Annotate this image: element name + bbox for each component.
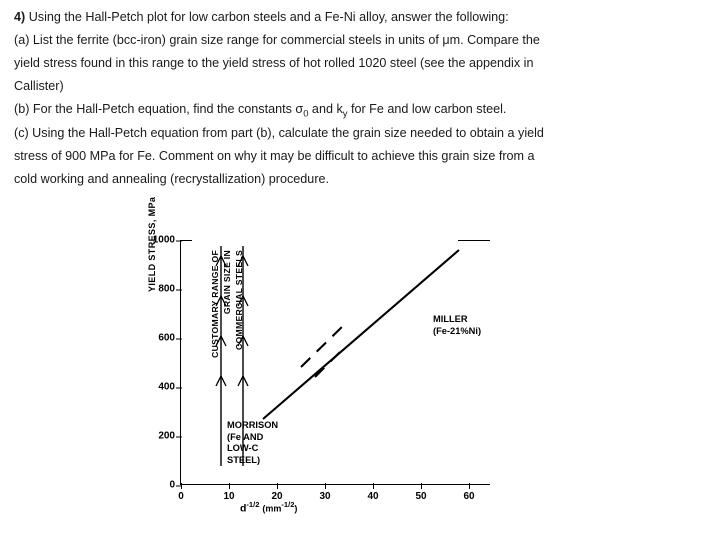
- y-tick-800: 800: [135, 284, 181, 295]
- miller-line: [263, 250, 459, 419]
- question-line-6: (c) Using the Hall-Petch equation from part (b), calculate the grain size needed to obtain a yield: [14, 126, 544, 141]
- x-tick-0: 0: [161, 484, 201, 502]
- x-tick-50: 50: [401, 484, 441, 502]
- x-axis-unit-close: ): [294, 503, 298, 514]
- miller-annotation: [433, 314, 481, 337]
- band-label-line-1: CUSTOMARY RANGE OF: [210, 250, 220, 358]
- question-line-1-text: Using the Hall-Petch plot for low carbon steels and a Fe-Ni alloy, answer the following:: [25, 10, 509, 24]
- morrison-annotation: [227, 420, 278, 466]
- y-tick-200: 200: [135, 431, 181, 442]
- x-tick-30: 30: [305, 484, 345, 502]
- question-line-2: (a) List the ferrite (bcc-iron) grain size range for commercial steels in units of μm. Compare the: [14, 32, 540, 47]
- x-axis-label-base: d: [240, 502, 247, 515]
- plot-area: [147, 196, 490, 502]
- x-tick-40: 40: [353, 484, 393, 502]
- y-tick-0: 0: [135, 480, 181, 491]
- x-axis-unit-exp: -1/2: [281, 500, 295, 509]
- miller-annotation-line-1: MILLER: [433, 314, 468, 324]
- morrison-line: [301, 323, 346, 367]
- x-tick-20: 20: [257, 484, 297, 502]
- question-number: 4): [14, 10, 26, 24]
- y-axis-label: YIELD STRESS, MPa: [147, 196, 157, 292]
- question-text-block: [14, 6, 678, 191]
- x-axis-label: [240, 500, 297, 515]
- band-label-line-2: GRAIN SIZE IN: [222, 250, 232, 315]
- question-line-8: cold working and annealing (recrystallization) procedure.: [14, 172, 330, 187]
- x-axis-label-exp: -1/2: [246, 500, 260, 509]
- morrison-annotation-line-4: STEEL): [227, 454, 261, 465]
- y-tick-400: 400: [135, 382, 181, 393]
- question-line-1: [14, 6, 678, 29]
- question-line-5: (b) For the Hall-Petch equation, find the constants $\sigma_0$ and $k_y$ for Fe and low carbon steel.: [14, 101, 507, 120]
- question-line-3: yield stress found in this range to the yield stress of hot rolled 1020 steel (see the appendix in: [14, 55, 534, 70]
- question-line-4: Callister): [14, 78, 64, 93]
- band-label-line-3: COMMERCIAL STEELS: [234, 250, 244, 350]
- morrison-annotation-line-2: (Fe AND: [227, 431, 264, 442]
- y-tick-600: 600: [135, 333, 181, 344]
- question-line-7: stress of 900 MPa for Fe. Comment on why it may be difficult to achieve this grain size from a: [14, 149, 535, 164]
- x-axis-unit-base: (mm: [262, 503, 282, 514]
- x-tick-60: 60: [449, 484, 489, 502]
- hall-petch-figure: [120, 196, 640, 522]
- morrison-annotation-line-1: MORRISON: [227, 420, 279, 430]
- miller-annotation-line-2: (Fe-21%Ni): [433, 325, 482, 336]
- y-tick-1000: 1000: [135, 235, 181, 246]
- x-tick-10: 10: [209, 484, 249, 502]
- morrison-annotation-line-3: LOW-C: [227, 443, 259, 454]
